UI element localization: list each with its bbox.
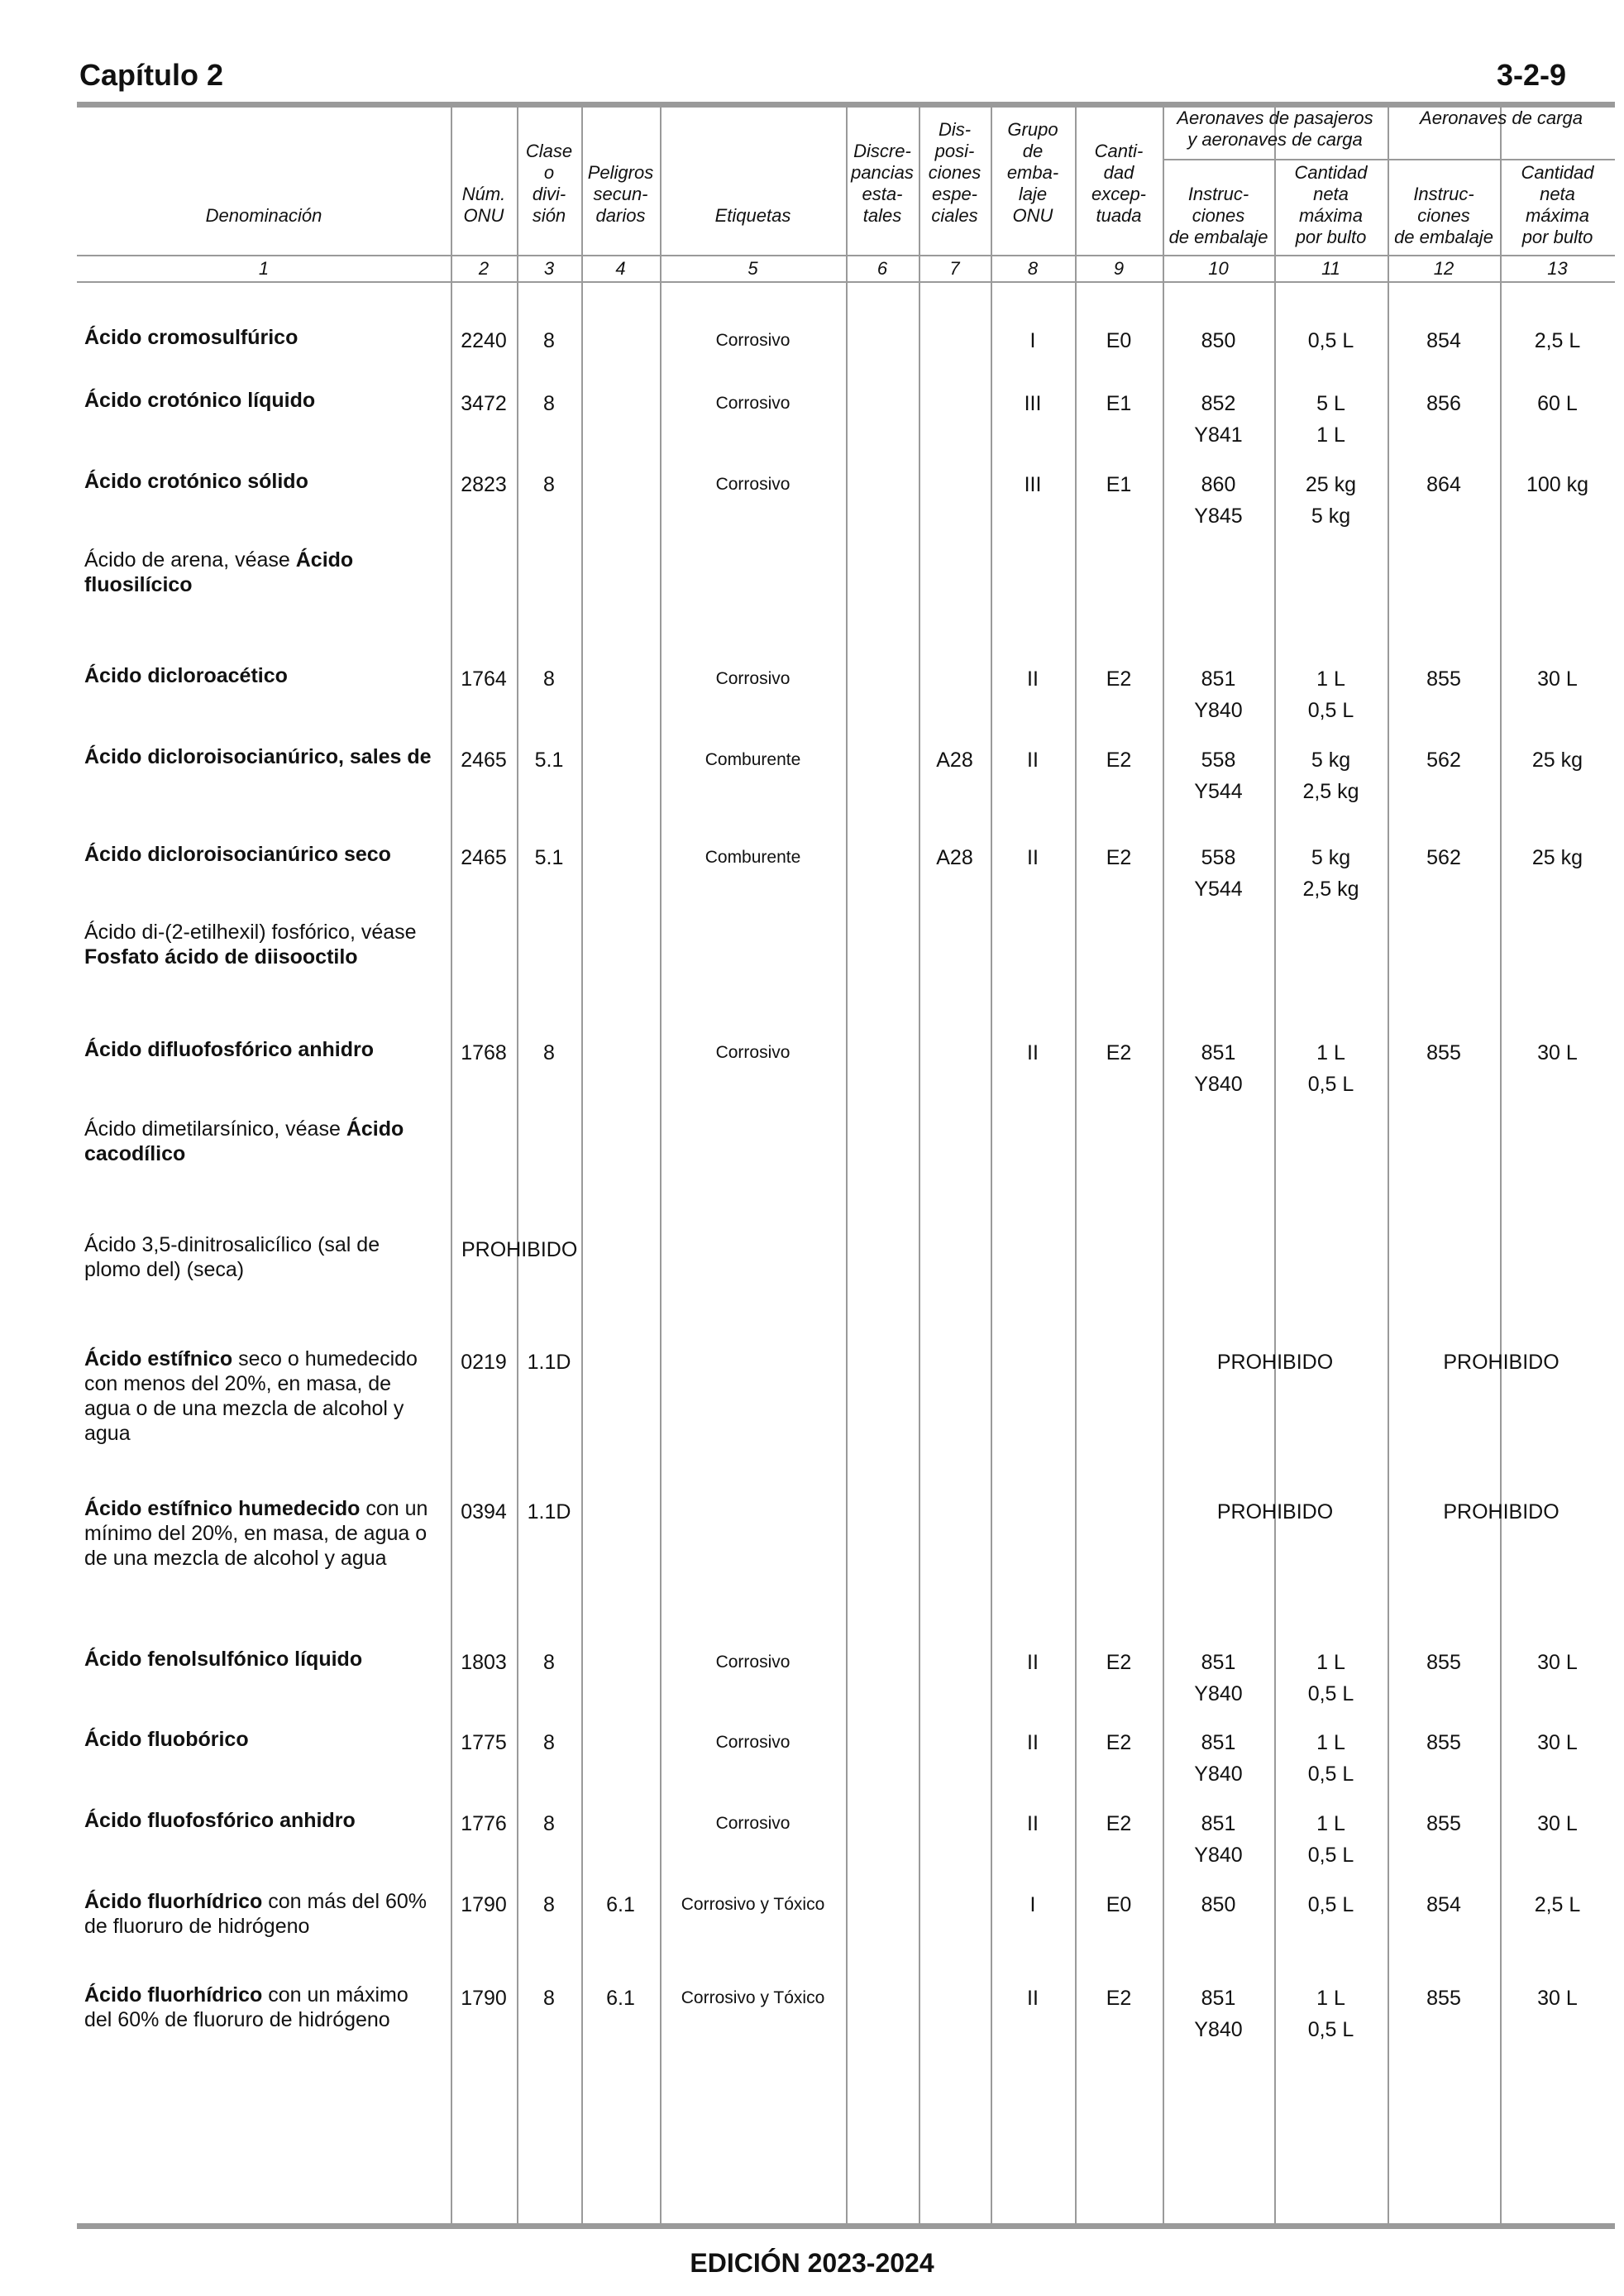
column-number: 13: [1547, 258, 1568, 279]
pax-max-quantity-cell: 1 L: [1316, 1987, 1345, 2010]
pax-packing-instruction-cell: 852: [1201, 392, 1236, 415]
cargo-max-quantity-cell: 30 L: [1537, 1651, 1578, 1674]
label-cell: Comburente: [705, 750, 801, 769]
denominacion-cell: Ácido estífnico humedecido con un mínimo del 20%, en masa, de agua o de una mezcla de alcohol y agua: [84, 1497, 428, 1570]
packing-group-cell: II: [1027, 1987, 1039, 2010]
cargo-max-quantity-cell: 25 kg: [1531, 846, 1583, 869]
cargo-packing-instruction-cell: 855: [1426, 1812, 1461, 1835]
packing-group-cell: I: [1029, 1893, 1036, 1916]
pax-max-quantity-cell: 0,5 L: [1307, 1763, 1354, 1786]
packing-group-cell: II: [1027, 846, 1039, 869]
column-number: 5: [748, 258, 758, 279]
cargo-packing-instruction-cell: 855: [1426, 1731, 1461, 1754]
column-divider: [919, 104, 920, 2225]
pax-packing-instruction-cell: 558: [1201, 749, 1236, 772]
pax-packing-instruction-cell: 851: [1201, 667, 1236, 691]
pax-max-quantity-cell: 0,5 L: [1307, 2018, 1354, 2041]
excepted-quantity-cell: E2: [1106, 1731, 1132, 1754]
excepted-quantity-cell: E2: [1106, 667, 1132, 691]
cargo-max-quantity-cell: 30 L: [1537, 1731, 1578, 1754]
header-aeronaves-pasajeros: Aeronaves de pasajeros y aeronaves de carga: [1177, 108, 1373, 150]
un-number-cell: 0394: [461, 1500, 507, 1523]
denominacion-cell: Ácido crotónico líquido: [84, 389, 316, 412]
pax-packing-instruction-cell: 851: [1201, 1041, 1236, 1064]
column-number: 11: [1321, 258, 1340, 279]
packing-group-cell: II: [1027, 1731, 1039, 1754]
cargo-max-quantity-cell: 60 L: [1537, 392, 1578, 415]
pax-packing-instruction-cell: 851: [1201, 1987, 1236, 2010]
packing-group-cell: II: [1027, 749, 1039, 772]
header-denominacion: Denominación: [205, 205, 322, 226]
class-cell: 5.1: [534, 846, 564, 869]
packing-group-cell: III: [1024, 392, 1042, 415]
denominacion-cell: Ácido dimetilarsínico, véase Ácido cacodílico: [84, 1117, 404, 1165]
header-instrucciones-carga: Instruc- ciones de embalaje: [1394, 184, 1493, 247]
pax-max-quantity-cell: 5 L: [1316, 392, 1345, 415]
pax-prohibido-text: PROHIBIDO: [1216, 1500, 1334, 1523]
column-number: 6: [876, 258, 888, 279]
column-number: 10: [1208, 258, 1229, 279]
pax-max-quantity-cell: 2,5 kg: [1302, 780, 1359, 803]
cargo-packing-instruction-cell: 855: [1426, 667, 1461, 691]
pax-packing-instruction-cell: 860: [1201, 473, 1236, 496]
denominacion-cell: Ácido fluobórico: [84, 1728, 249, 1751]
un-number-cell: 1790: [461, 1893, 507, 1916]
pax-packing-instruction-cell: 851: [1201, 1731, 1236, 1754]
pax-max-quantity-cell: 0,5 L: [1307, 699, 1354, 722]
un-number-cell: 2823: [461, 473, 507, 496]
label-cell: Corrosivo: [715, 331, 791, 350]
pax-max-quantity-cell: 5 kg: [1311, 749, 1351, 772]
denominacion-cell: Ácido fluorhídrico con un máximo del 60% de fluoruro de hidrógeno: [84, 1983, 408, 2031]
class-cell: 5.1: [534, 749, 564, 772]
cargo-packing-instruction-cell: 854: [1426, 329, 1461, 352]
excepted-quantity-cell: E2: [1106, 1987, 1132, 2010]
excepted-quantity-cell: E1: [1106, 392, 1132, 415]
label-cell: Corrosivo: [715, 394, 791, 413]
pax-max-quantity-cell: 5 kg: [1311, 505, 1351, 528]
excepted-quantity-cell: E0: [1106, 1893, 1132, 1916]
edition-footer: EDICIÓN 2023-2024: [690, 2248, 934, 2278]
cargo-prohibido-text: PROHIBIDO: [1443, 1500, 1560, 1523]
cargo-max-quantity-cell: 100 kg: [1526, 473, 1589, 496]
column-divider: [846, 104, 848, 2225]
label-cell: Corrosivo y Tóxico: [681, 1988, 825, 2007]
excepted-quantity-cell: E2: [1106, 1812, 1132, 1835]
header-cantidad-neta-carga: Cantidad neta máxima por bulto: [1521, 162, 1594, 247]
chapter-title: Capítulo 2: [79, 58, 224, 92]
excepted-quantity-cell: E2: [1106, 1041, 1132, 1064]
class-cell: 1.1D: [527, 1351, 571, 1374]
cargo-max-quantity-cell: 30 L: [1537, 1041, 1578, 1064]
header-disposiciones: Dis- posi- ciones espe- ciales: [928, 119, 982, 226]
label-cell: Corrosivo: [715, 1653, 791, 1672]
pax-packing-instruction-cell: Y840: [1194, 1682, 1243, 1705]
denominacion-cell: Ácido 3,5-dinitrosalicílico (sal de plomo del) (seca): [84, 1233, 380, 1281]
class-cell: 8: [543, 1987, 555, 2010]
pax-max-quantity-cell: 25 kg: [1305, 473, 1357, 496]
pax-max-quantity-cell: 1 L: [1316, 1041, 1345, 1064]
denominacion-cell: Ácido dicloroisocianúrico seco: [84, 843, 391, 866]
column-number: 12: [1433, 258, 1454, 279]
cargo-packing-instruction-cell: 855: [1426, 1987, 1461, 2010]
pax-max-quantity-cell: 2,5 kg: [1302, 878, 1359, 901]
un-number-cell: 1776: [461, 1812, 507, 1835]
cargo-max-quantity-cell: 2,5 L: [1534, 1893, 1581, 1916]
pax-packing-instruction-cell: Y840: [1194, 1073, 1243, 1096]
header-num-onu: Núm. ONU: [461, 184, 506, 226]
denominacion-cell: Ácido fluofosfórico anhidro: [84, 1809, 356, 1832]
pax-packing-instruction-cell: 558: [1201, 846, 1236, 869]
pax-packing-instruction-cell: Y845: [1194, 505, 1243, 528]
class-cell: 8: [543, 1812, 555, 1835]
subsidiary-hazard-cell: 6.1: [606, 1987, 635, 2010]
pax-packing-instruction-cell: Y841: [1194, 423, 1243, 447]
special-provision-cell: A28: [936, 749, 973, 772]
pax-max-quantity-cell: 1 L: [1316, 1812, 1345, 1835]
un-number-cell: 1775: [461, 1731, 507, 1754]
class-cell: 8: [543, 473, 555, 496]
cargo-prohibido-text: PROHIBIDO: [1443, 1351, 1560, 1374]
packing-group-cell: II: [1027, 667, 1039, 691]
packing-group-cell: II: [1027, 1041, 1039, 1064]
cargo-packing-instruction-cell: 864: [1426, 473, 1461, 496]
denominacion-cell: Ácido cromosulfúrico: [84, 326, 299, 349]
pax-max-quantity-cell: 1 L: [1316, 423, 1345, 447]
un-number-cell: 1768: [461, 1041, 507, 1064]
cargo-max-quantity-cell: 2,5 L: [1534, 329, 1581, 352]
cargo-packing-instruction-cell: 855: [1426, 1041, 1461, 1064]
label-cell: Corrosivo: [715, 669, 791, 688]
un-number-cell: 1764: [461, 667, 507, 691]
column-number: 1: [258, 258, 270, 279]
label-cell: Corrosivo: [715, 475, 791, 494]
header-discrepancias: Discre- pancias esta- tales: [851, 141, 914, 226]
pax-max-quantity-cell: 0,5 L: [1307, 1073, 1354, 1096]
packing-group-cell: I: [1029, 329, 1036, 352]
pax-packing-instruction-cell: Y840: [1194, 1844, 1243, 1867]
pax-packing-instruction-cell: Y840: [1194, 1763, 1243, 1786]
denominacion-cell: Ácido dicloroisocianúrico, sales de: [84, 745, 432, 768]
un-number-cell: 2465: [461, 749, 507, 772]
class-cell: 8: [543, 329, 555, 352]
column-number: 3: [543, 258, 555, 279]
class-cell: 8: [543, 667, 555, 691]
excepted-quantity-cell: E0: [1106, 329, 1132, 352]
label-cell: Corrosivo: [715, 1733, 791, 1752]
column-number: 2: [478, 258, 490, 279]
page-number: 3-2-9: [1496, 58, 1566, 92]
label-cell: Comburente: [705, 848, 801, 867]
cargo-packing-instruction-cell: 562: [1426, 749, 1461, 772]
pax-packing-instruction-cell: Y544: [1194, 878, 1243, 901]
pax-packing-instruction-cell: 851: [1201, 1651, 1236, 1674]
un-number-cell: 1803: [461, 1651, 507, 1674]
packing-group-cell: II: [1027, 1651, 1039, 1674]
excepted-quantity-cell: E2: [1106, 749, 1132, 772]
cargo-max-quantity-cell: 30 L: [1537, 1987, 1578, 2010]
header-grupo: Grupo de emba- laje ONU: [1006, 119, 1059, 226]
un-number-cell: 2240: [461, 329, 507, 352]
packing-group-cell: III: [1024, 473, 1042, 496]
pax-max-quantity-cell: 0,5 L: [1307, 1682, 1354, 1705]
header-peligros: Peligros secun- darios: [587, 162, 654, 226]
cargo-packing-instruction-cell: 855: [1426, 1651, 1461, 1674]
cargo-packing-instruction-cell: 856: [1426, 392, 1461, 415]
label-cell: Corrosivo: [715, 1043, 791, 1062]
pax-max-quantity-cell: 5 kg: [1311, 846, 1351, 869]
cargo-max-quantity-cell: 30 L: [1537, 1812, 1578, 1835]
header-cantidad-exceptuada: Canti- dad excep- tuada: [1091, 141, 1147, 226]
excepted-quantity-cell: E1: [1106, 473, 1132, 496]
label-cell: Corrosivo y Tóxico: [681, 1895, 825, 1914]
header-etiquetas: Etiquetas: [714, 205, 791, 226]
cargo-packing-instruction-cell: 562: [1426, 846, 1461, 869]
pax-prohibido-text: PROHIBIDO: [1216, 1351, 1334, 1374]
column-number: 7: [949, 258, 960, 279]
un-number-cell: 1790: [461, 1987, 507, 2010]
excepted-quantity-cell: E2: [1106, 1651, 1132, 1674]
denominacion-cell: Ácido de arena, véase Ácido fluosilícico: [84, 548, 354, 596]
class-cell: 8: [543, 392, 555, 415]
prohibido-text: PROHIBIDO: [461, 1238, 578, 1261]
label-cell: Corrosivo: [715, 1814, 791, 1833]
class-cell: 8: [543, 1893, 555, 1916]
class-cell: 1.1D: [527, 1500, 571, 1523]
header-cantidad-neta-pax: Cantidad neta máxima por bulto: [1294, 162, 1368, 247]
denominacion-cell: Ácido difluofosfórico anhidro: [84, 1038, 374, 1061]
denominacion-cell: Ácido dicloroacético: [84, 664, 288, 687]
pax-max-quantity-cell: 1 L: [1316, 1651, 1345, 1674]
un-number-cell: 2465: [461, 846, 507, 869]
un-number-cell: 3472: [461, 392, 507, 415]
pax-packing-instruction-cell: 850: [1201, 329, 1236, 352]
column-number: 8: [1027, 258, 1039, 279]
pax-max-quantity-cell: 1 L: [1316, 1731, 1345, 1754]
pax-max-quantity-cell: 0,5 L: [1307, 1893, 1354, 1916]
pax-packing-instruction-cell: 851: [1201, 1812, 1236, 1835]
class-cell: 8: [543, 1731, 555, 1754]
pax-packing-instruction-cell: Y840: [1194, 2018, 1243, 2041]
header-instrucciones-pax: Instruc- ciones de embalaje: [1168, 184, 1268, 247]
packing-group-cell: II: [1027, 1812, 1039, 1835]
denominacion-cell: Ácido estífnico seco o humedecido con menos del 20%, en masa, de agua o de una mezcla de alcohol y agua: [84, 1347, 418, 1445]
cargo-packing-instruction-cell: 854: [1426, 1893, 1461, 1916]
un-number-cell: 0219: [461, 1351, 507, 1374]
denominacion-cell: Ácido di-(2-etilhexil) fosfórico, véase Fosfato ácido de diisooctilo: [84, 921, 417, 969]
denominacion-cell: Ácido crotónico sólido: [84, 470, 308, 493]
header-clase: Clase o divi- sión: [525, 141, 573, 226]
pax-packing-instruction-cell: 850: [1201, 1893, 1236, 1916]
denominacion-cell: Ácido fluorhídrico con más del 60% de fluoruro de hidrógeno: [84, 1890, 427, 1938]
column-number: 4: [615, 258, 626, 279]
pax-max-quantity-cell: 0,5 L: [1307, 1844, 1354, 1867]
pax-packing-instruction-cell: Y840: [1194, 699, 1243, 722]
class-cell: 8: [543, 1651, 555, 1674]
cargo-max-quantity-cell: 30 L: [1537, 667, 1578, 691]
pax-max-quantity-cell: 1 L: [1316, 667, 1345, 691]
special-provision-cell: A28: [936, 846, 973, 869]
cargo-max-quantity-cell: 25 kg: [1531, 749, 1583, 772]
column-number: 9: [1113, 258, 1125, 279]
denominacion-cell: Ácido fenolsulfónico líquido: [84, 1648, 363, 1671]
excepted-quantity-cell: E2: [1106, 846, 1132, 869]
subsidiary-hazard-cell: 6.1: [606, 1893, 635, 1916]
header-aeronaves-carga: Aeronaves de carga: [1420, 108, 1583, 128]
class-cell: 8: [543, 1041, 555, 1064]
pax-max-quantity-cell: 0,5 L: [1307, 329, 1354, 352]
pax-packing-instruction-cell: Y544: [1194, 780, 1243, 803]
